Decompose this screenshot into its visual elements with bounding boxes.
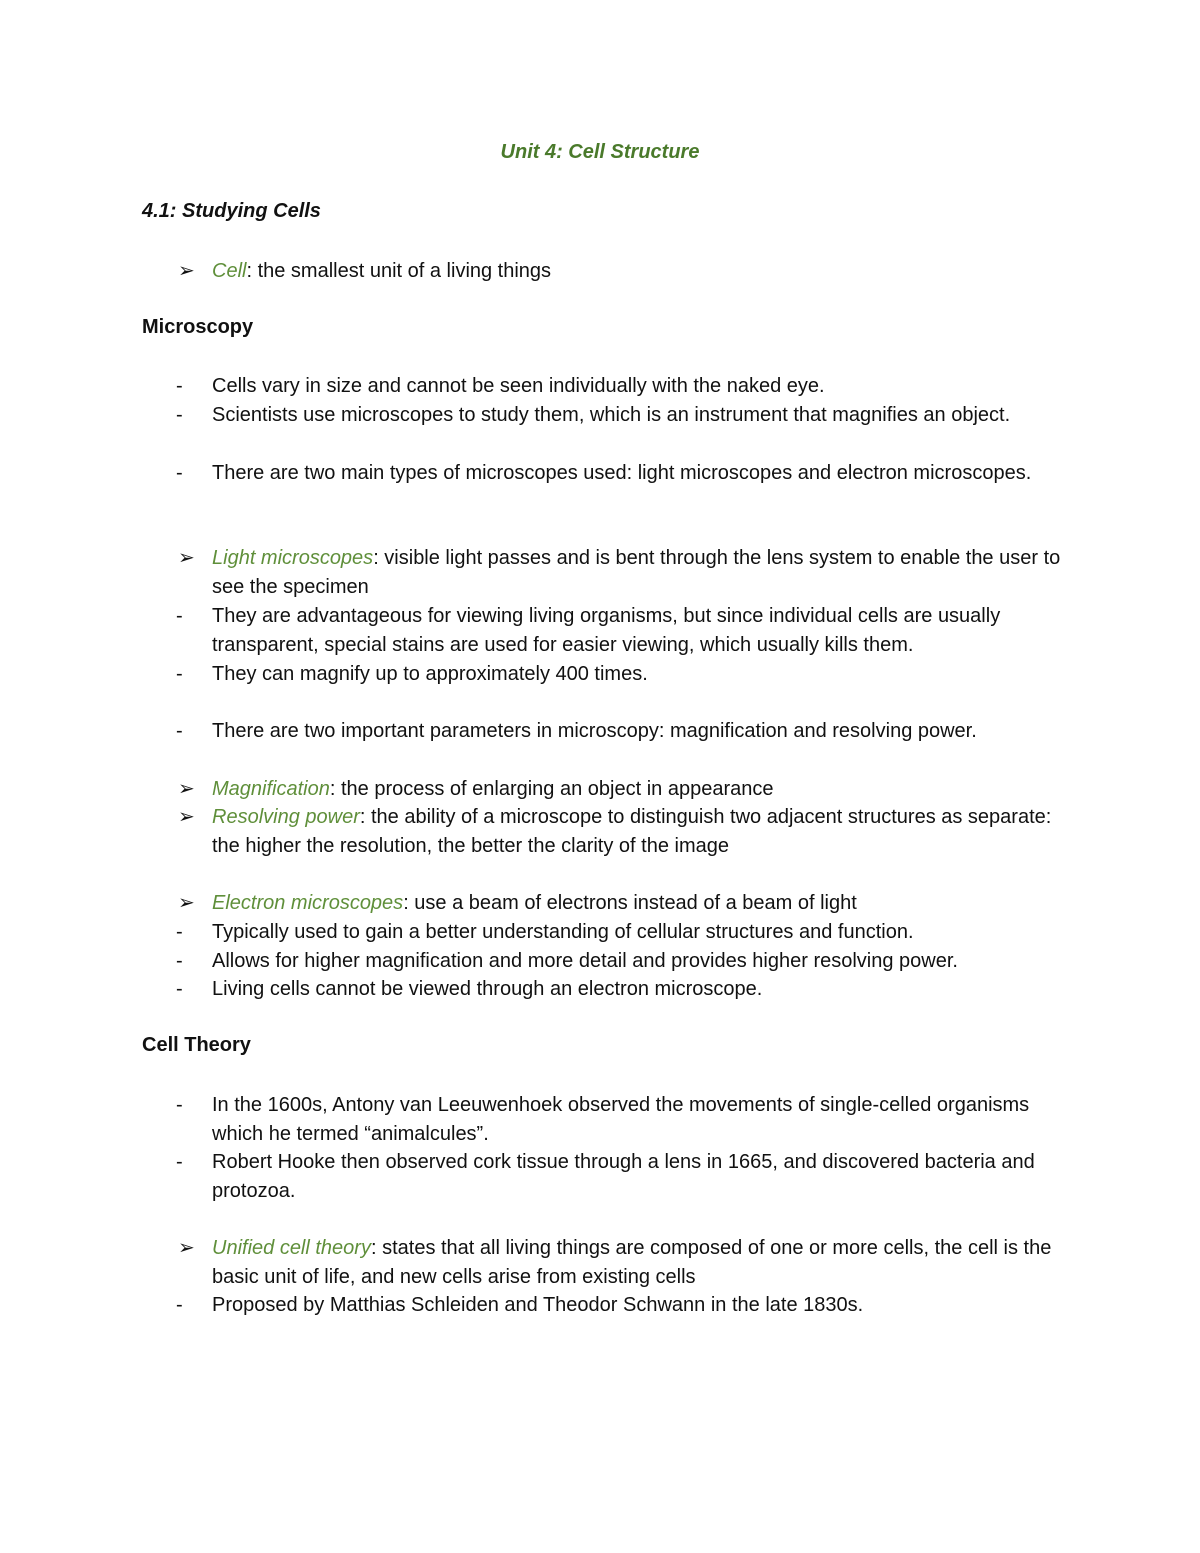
list-item-text: There are two important parameters in microscopy: magnification and resolving power. bbox=[212, 720, 977, 742]
term-label: Unified cell theory bbox=[212, 1237, 371, 1259]
dash-bullet-icon: - bbox=[176, 462, 183, 484]
definition-text: : the process of enlarging an object in appearance bbox=[329, 778, 774, 800]
term-label: Magnification bbox=[212, 778, 330, 800]
definition-cell bbox=[178, 257, 1072, 286]
list-item bbox=[176, 1091, 1072, 1149]
definition-text: : states that all living things are composed of one or more cells, the cell is the basic unit of life, and new cells arise from existing cells bbox=[212, 1237, 1052, 1288]
list-item bbox=[176, 1148, 1072, 1206]
definition-magnification bbox=[178, 775, 1072, 804]
dash-bullet-icon: - bbox=[176, 950, 183, 972]
definition-resolving-power bbox=[178, 803, 1072, 861]
list-item bbox=[176, 947, 1072, 976]
list-item-text: Typically used to gain a better understanding of cellular structures and function. bbox=[212, 921, 914, 943]
list-item-text: They can magnify up to approximately 400 times. bbox=[212, 663, 648, 685]
list-item-text: There are two main types of microscopes used: light microscopes and electron microscopes. bbox=[212, 462, 1032, 484]
dash-bullet-icon: - bbox=[176, 978, 183, 1000]
list-item-text: In the 1600s, Antony van Leeuwenhoek observed the movements of single-celled organisms which he termed “animalcules”. bbox=[212, 1094, 1030, 1145]
term-label: Electron microscopes bbox=[212, 892, 404, 914]
arrow-bullet-icon: ➢ bbox=[178, 260, 195, 282]
arrow-bullet-icon: ➢ bbox=[178, 547, 195, 569]
dash-bullet-icon: - bbox=[176, 605, 183, 627]
definition-electron-microscopes bbox=[178, 889, 1072, 918]
dash-bullet-icon: - bbox=[176, 720, 183, 742]
dash-bullet-icon: - bbox=[176, 1294, 183, 1316]
list-item bbox=[176, 1291, 1072, 1320]
term-label: Cell bbox=[212, 260, 247, 282]
list-item-text: Proposed by Matthias Schleiden and Theodor Schwann in the late 1830s. bbox=[212, 1294, 864, 1316]
arrow-bullet-icon: ➢ bbox=[178, 1237, 195, 1259]
list-item bbox=[176, 459, 1072, 488]
arrow-bullet-icon: ➢ bbox=[178, 892, 195, 914]
list-item-text: Allows for higher magnification and more detail and provides higher resolving power. bbox=[212, 950, 958, 972]
dash-bullet-icon: - bbox=[176, 1094, 183, 1116]
term-label: Resolving power bbox=[212, 806, 360, 828]
list-item-text: Robert Hooke then observed cork tissue through a lens in 1665, and discovered bacteria and protozoa. bbox=[212, 1151, 1035, 1202]
dash-bullet-icon: - bbox=[176, 1151, 183, 1173]
term-label: Light microscopes bbox=[212, 547, 374, 569]
list-item bbox=[176, 602, 1072, 660]
definition-text: : use a beam of electrons instead of a beam of light bbox=[403, 892, 857, 914]
definition-text: : visible light passes and is bent through the lens system to enable the user to see the specimen bbox=[212, 547, 1061, 598]
list-item-text: Cells vary in size and cannot be seen individually with the naked eye. bbox=[212, 375, 825, 397]
definition-text: : the ability of a microscope to distinguish two adjacent structures as separate: the higher the resolution, the better the clarity of the image bbox=[212, 806, 1052, 857]
definition-unified-cell-theory bbox=[178, 1234, 1072, 1292]
document-title: Unit 4: Cell Structure bbox=[500, 141, 700, 163]
section-heading: 4.1: Studying Cells bbox=[142, 200, 321, 222]
list-item bbox=[176, 918, 1072, 947]
dash-bullet-icon: - bbox=[176, 375, 183, 397]
dash-bullet-icon: - bbox=[176, 921, 183, 943]
subheading-microscopy: Microscopy bbox=[142, 316, 254, 338]
list-item bbox=[176, 975, 1072, 1004]
list-item-text: Living cells cannot be viewed through an electron microscope. bbox=[212, 978, 763, 1000]
list-item bbox=[176, 401, 1072, 430]
list-item-text: Scientists use microscopes to study them, which is an instrument that magnifies an object. bbox=[212, 404, 1011, 426]
dash-bullet-icon: - bbox=[176, 404, 183, 426]
list-item bbox=[176, 372, 1072, 401]
dash-bullet-icon: - bbox=[176, 663, 183, 685]
arrow-bullet-icon: ➢ bbox=[178, 806, 195, 828]
list-item-text: They are advantageous for viewing living organisms, but since individual cells are usually transparent, special stains are used for easier viewing, which usually kills them. bbox=[212, 605, 1001, 656]
definition-text: : the smallest unit of a living things bbox=[246, 260, 552, 282]
arrow-bullet-icon: ➢ bbox=[178, 778, 195, 800]
definition-light-microscopes bbox=[178, 544, 1072, 602]
list-item bbox=[176, 717, 1072, 746]
list-item bbox=[176, 660, 1072, 689]
subheading-cell-theory: Cell Theory bbox=[142, 1034, 251, 1056]
